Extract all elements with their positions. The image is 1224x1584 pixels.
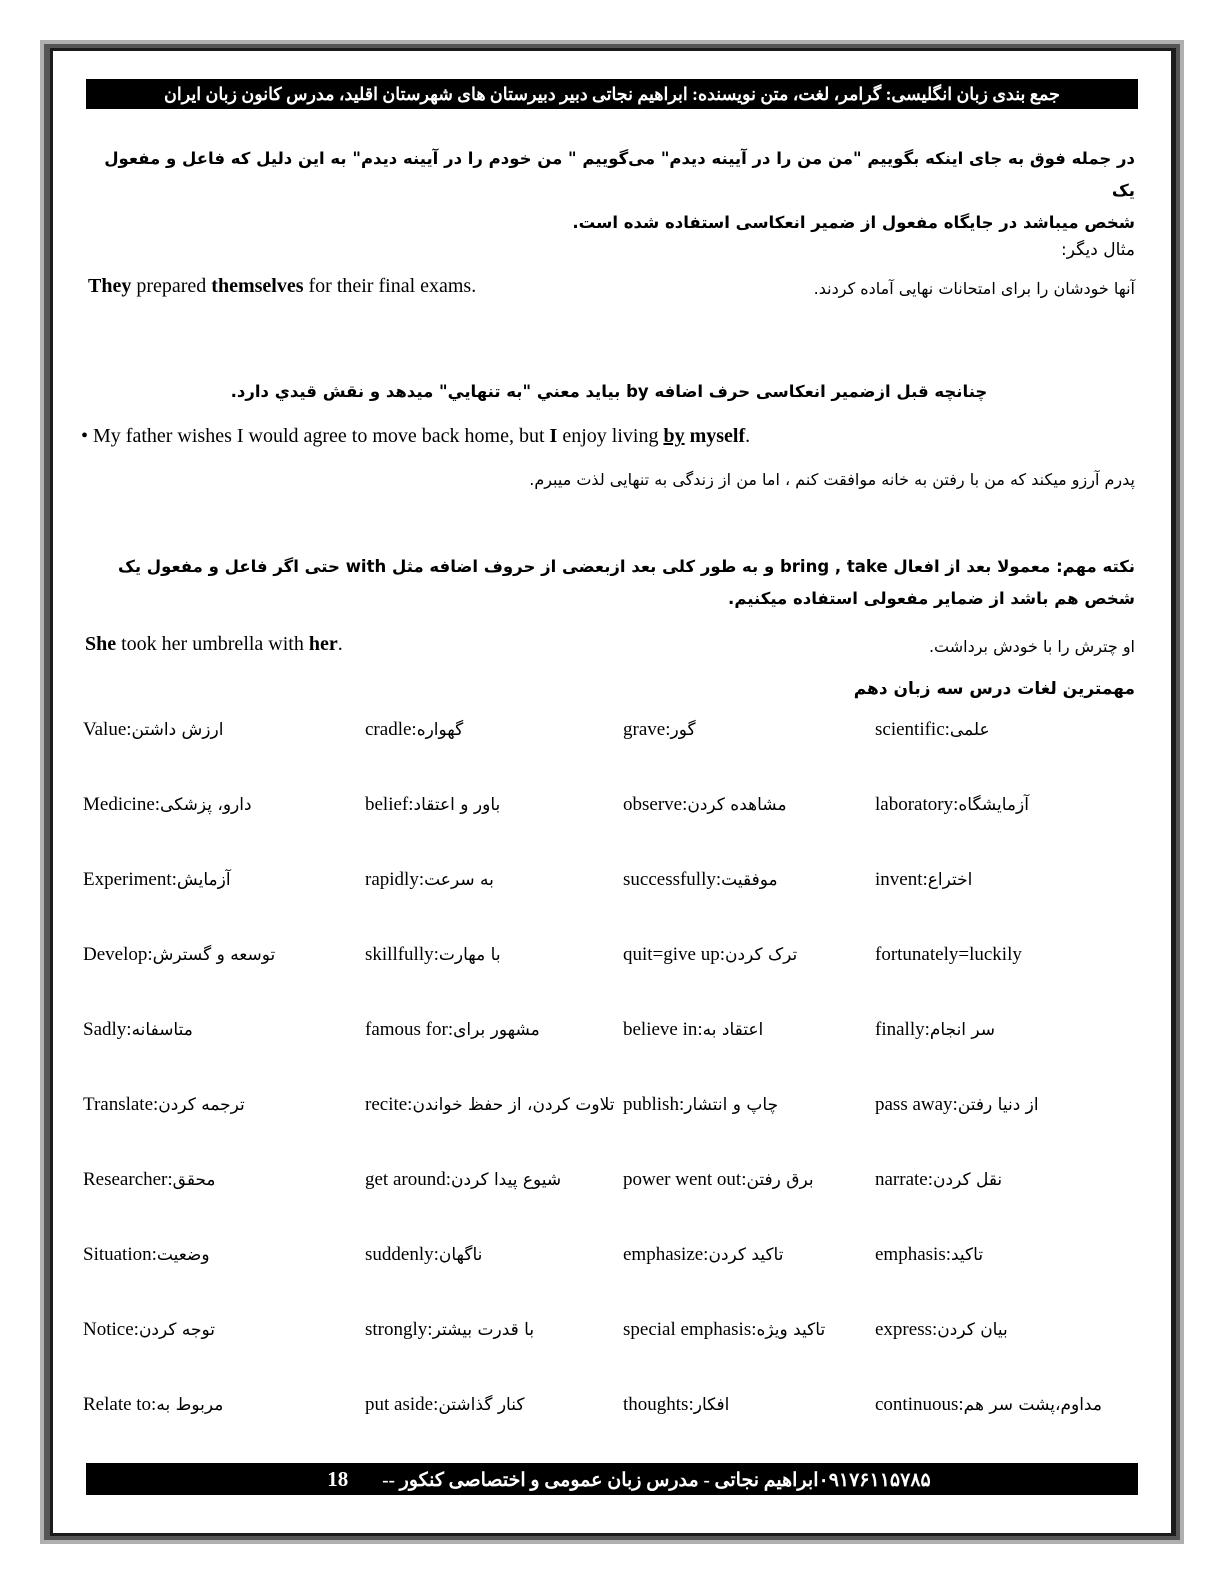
vocabulary-translation: توسعه و گسترش: [152, 945, 281, 965]
vocabulary-term: publish:: [623, 1094, 685, 1115]
vocabulary-translation: گهواره: [416, 720, 469, 740]
example-1-persian: آنها خودشان را برای امتحانات نهایی آماده کردند.: [813, 279, 1135, 298]
example-2-pre: • My father wishes I would agree to move back home, but: [81, 425, 550, 447]
vocabulary-term: emphasis:: [875, 1244, 951, 1265]
example-3-object: her: [308, 633, 338, 655]
vocabulary-entry: [875, 794, 1143, 816]
example-3-persian: او چترش را با خودش برداشت.: [928, 637, 1135, 656]
vocabulary-entry: [623, 1169, 875, 1191]
vocabulary-term: Medicine:: [83, 794, 161, 815]
vocabulary-translation: کنار گذاشتن: [438, 1395, 530, 1415]
vocabulary-entry: [623, 794, 875, 816]
vocabulary-translation: تاکید: [951, 1245, 989, 1265]
example-1-reflexive: themselves: [211, 275, 304, 297]
vocabulary-row: [83, 1319, 1143, 1394]
vocabulary-row: [83, 719, 1143, 794]
important-note-line-2: شخص هم باشد از ضمایر مفعولی استفاده میکنیم.: [728, 589, 1135, 608]
example-1-verb: prepared: [131, 275, 212, 297]
example-3-verb: took her umbrella with: [116, 633, 309, 655]
vocabulary-entry: [875, 719, 1143, 741]
vocabulary-entry: [365, 1319, 623, 1341]
vocabulary-term: scientific:: [875, 719, 950, 740]
vocabulary-term: Researcher:: [83, 1169, 173, 1190]
vocabulary-translation: گور: [670, 720, 701, 740]
vocabulary-translation: چاپ و انتشار: [684, 1095, 784, 1115]
vocabulary-translation: اختراع: [927, 870, 978, 890]
vocabulary-translation: نقل کردن: [933, 1170, 1008, 1190]
example-2-by: by: [663, 425, 685, 447]
vocabulary-term: Relate to:: [83, 1394, 157, 1415]
vocabulary-translation: بیان کردن: [937, 1320, 1014, 1340]
example-1-english: [88, 273, 688, 299]
vocabulary-entry: [623, 1094, 875, 1116]
vocabulary-term: get around:: [365, 1169, 452, 1190]
header-title-text: جمع بندی زبان انگلیسی: گرامر، لغت، متن نویسنده: ابراهیم نجاتی دبیر دبیرستان های شهرستان اقلید، مدرس کانون زبان ایران: [163, 84, 1060, 104]
vocabulary-term: laboratory:: [875, 794, 959, 815]
vocabulary-term: Notice:: [83, 1319, 139, 1340]
vocabulary-term: cradle:: [365, 719, 417, 740]
example-1-subject: They: [88, 275, 132, 297]
vocabulary-entry: [623, 1394, 875, 1416]
vocabulary-entry: [623, 719, 875, 741]
vocabulary-translation: مربوط به: [156, 1395, 229, 1415]
vocabulary-entry: [875, 1319, 1143, 1341]
example-2-mid: enjoy living: [557, 425, 664, 447]
vocabulary-entry: [83, 869, 365, 891]
vocabulary-term: continuous:: [875, 1394, 964, 1415]
vocabulary-translation: تاکید کردن: [708, 1245, 789, 1265]
vocabulary-translation: برق رفتن: [746, 1170, 819, 1190]
vocabulary-row: [83, 1244, 1143, 1319]
example-2-myself: myself: [684, 425, 746, 447]
vocabulary-translation: محقق: [172, 1170, 221, 1190]
vocabulary-entry: [365, 1019, 623, 1041]
footer-inner: [293, 1463, 931, 1495]
intro-paragraph-line-2: شخص میباشد در جایگاه مفعول از ضمیر انعکاسی استفاده شده است.: [572, 213, 1135, 232]
important-note-line-1: نکته مهم: معمولا بعد از افعال bring , take و به طور کلی بعد ازبعضی از حروف اضافه مثل with حتی اگر فاعل و مفعول یک: [117, 557, 1135, 576]
vocabulary-row: [83, 944, 1143, 1019]
intro-paragraph-line-1: در جمله فوق به جای اینکه بگوییم "من من را در آیینه دیدم" می‌گوییم " من خودم را در آیینه دیدم" به این دلیل که فاعل و مفعول یک: [104, 149, 1135, 200]
vocabulary-translation: ارزش داشتن: [131, 720, 229, 740]
vocabulary-translation: شیوع پیدا کردن: [451, 1170, 567, 1190]
vocabulary-term: recite:: [365, 1094, 413, 1115]
vocabulary-entry: [83, 719, 365, 741]
vocabulary-entry: [875, 1394, 1143, 1416]
vocabulary-table: [83, 719, 1143, 1469]
vocabulary-row: [83, 1394, 1143, 1469]
vocabulary-translation: با مهارت: [438, 945, 506, 965]
another-example-label: مثال دیگر:: [1061, 240, 1135, 260]
vocabulary-entry: [365, 1394, 623, 1416]
vocabulary-term: observe:: [623, 794, 688, 815]
example-2-period: .: [745, 425, 751, 447]
example-3-subject: She: [85, 633, 117, 655]
vocabulary-translation: مشاهده کردن: [687, 795, 792, 815]
example-2-subject: I: [549, 425, 558, 447]
example-1-rest: for their final exams.: [303, 275, 477, 297]
vocabulary-translation: از دنیا رفتن: [957, 1095, 1045, 1115]
vocabulary-term: quit=give up:: [623, 944, 726, 965]
vocabulary-term: emphasize:: [623, 1244, 709, 1265]
vocabulary-term: successfully:: [623, 869, 722, 890]
vocabulary-term: believe in:: [623, 1019, 703, 1040]
vocabulary-row: [83, 869, 1143, 944]
vocabulary-term: strongly:: [365, 1319, 433, 1340]
vocabulary-term: Experiment:: [83, 869, 177, 890]
vocabulary-entry: [623, 1244, 875, 1266]
vocabulary-translation: اعتقاد به: [702, 1020, 769, 1040]
vocabulary-entry: [83, 1019, 365, 1041]
vocabulary-translation: به سرعت: [424, 870, 500, 890]
vocabulary-row: [83, 1169, 1143, 1244]
vocabulary-term: finally:: [875, 1019, 930, 1040]
vocabulary-term: power went out:: [623, 1169, 747, 1190]
vocabulary-entry: [875, 944, 1143, 966]
vocabulary-translation: ترک کردن: [725, 945, 803, 965]
important-note: [83, 551, 1135, 615]
footer-author-text: ابراهیم نجاتی - مدرس زبان عمومی و اختصاصی کنکور --: [382, 1470, 819, 1491]
vocabulary-entry: [83, 1244, 365, 1266]
vocabulary-translation: وضعیت: [156, 1245, 215, 1265]
vocabulary-term: suddenly:: [365, 1244, 439, 1265]
vocabulary-term: famous for:: [365, 1019, 454, 1040]
vocabulary-entry: [623, 1019, 875, 1041]
vocabulary-entry: [83, 1094, 365, 1116]
vocabulary-row: [83, 1094, 1143, 1169]
vocabulary-entry: [83, 794, 365, 816]
vocabulary-translation: موفقیت: [721, 870, 783, 890]
vocabulary-entry: [875, 1094, 1143, 1116]
vocabulary-term: put aside:: [365, 1394, 439, 1415]
vocabulary-term: Develop:: [83, 944, 153, 965]
vocabulary-row: [83, 1019, 1143, 1094]
example-3-english: [85, 631, 685, 657]
vocabulary-entry: [623, 944, 875, 966]
vocabulary-term: belief:: [365, 794, 414, 815]
vocabulary-entry: [83, 1169, 365, 1191]
vocabulary-translation: با قدرت بیشتر: [432, 1320, 540, 1340]
intro-paragraph: [83, 143, 1135, 239]
vocabulary-entry: [365, 1244, 623, 1266]
vocabulary-term: fortunately=luckily: [875, 944, 1022, 965]
vocabulary-translation: تلاوت کردن، از حفظ خواندن: [412, 1095, 620, 1115]
example-3-period: .: [337, 633, 343, 655]
header-title-bar: [86, 79, 1138, 109]
vocabulary-entry: [365, 719, 623, 741]
vocabulary-translation: تاکید ویژه: [756, 1320, 831, 1340]
vocabulary-entry: [875, 1169, 1143, 1191]
vocabulary-translation: مشهور برای: [453, 1020, 546, 1040]
vocabulary-entry: [623, 1319, 875, 1341]
vocabulary-translation: ترجمه کردن: [158, 1095, 251, 1115]
vocabulary-term: grave:: [623, 719, 671, 740]
vocabulary-translation: افکار: [693, 1395, 735, 1415]
vocabulary-translation: ناگهان: [438, 1245, 488, 1265]
vocabulary-term: rapidly:: [365, 869, 425, 890]
vocabulary-entry: [623, 869, 875, 891]
vocabulary-entry: [83, 1319, 365, 1341]
vocabulary-translation: آزمایش: [176, 870, 236, 890]
example-2-persian: پدرم آرزو میکند که من با رفتن به خانه موافقت کنم ، اما من از زندگی به تنهایی لذت میبرم.: [529, 470, 1135, 489]
vocabulary-term: narrate:: [875, 1169, 934, 1190]
page-number: 18: [327, 1467, 349, 1491]
vocabulary-term: Value:: [83, 719, 132, 740]
footer-phone: ۰۹۱۷۶۱۱۵۷۸۵: [818, 1470, 931, 1491]
vocabulary-term: Sadly:: [83, 1019, 132, 1040]
vocabulary-heading: مهمترین لغات درس سه زبان دهم: [853, 679, 1135, 699]
vocabulary-entry: [365, 1169, 623, 1191]
vocabulary-translation: علمی: [949, 720, 996, 740]
vocabulary-entry: [365, 944, 623, 966]
vocabulary-entry: [83, 1394, 365, 1416]
vocabulary-translation: باور و اعتقاد: [413, 795, 506, 815]
vocabulary-translation: دارو، پزشکی: [160, 795, 257, 815]
vocabulary-term: Situation:: [83, 1244, 157, 1265]
vocabulary-translation: آزمایشگاه: [958, 795, 1035, 815]
page-content: [53, 51, 1171, 1533]
vocabulary-term: pass away:: [875, 1094, 958, 1115]
vocabulary-entry: [875, 869, 1143, 891]
vocabulary-entry: [365, 1094, 623, 1116]
vocabulary-translation: مداوم،پشت سر هم: [963, 1395, 1108, 1415]
vocabulary-entry: [365, 869, 623, 891]
rule-by-myself: چنانچه قبل ازضمیر انعکاسی حرف اضافه by بیاید معني "به تنهايي" میدهد و نقش قیدي دارد.: [230, 382, 988, 401]
vocabulary-term: express:: [875, 1319, 938, 1340]
vocabulary-translation: سر انجام: [929, 1020, 1001, 1040]
vocabulary-entry: [875, 1244, 1143, 1266]
vocabulary-term: invent:: [875, 869, 928, 890]
vocabulary-entry: [365, 794, 623, 816]
vocabulary-term: thoughts:: [623, 1394, 694, 1415]
vocabulary-term: special emphasis:: [623, 1319, 757, 1340]
footer-bar: [86, 1463, 1138, 1495]
vocabulary-translation: توجه کردن: [138, 1320, 221, 1340]
vocabulary-row: [83, 794, 1143, 869]
example-2-english: [81, 423, 1081, 449]
vocabulary-term: skillfully:: [365, 944, 439, 965]
vocabulary-entry: [83, 944, 365, 966]
vocabulary-translation: متاسفانه: [131, 1020, 199, 1040]
vocabulary-entry: [875, 1019, 1143, 1041]
vocabulary-term: Translate:: [83, 1094, 159, 1115]
